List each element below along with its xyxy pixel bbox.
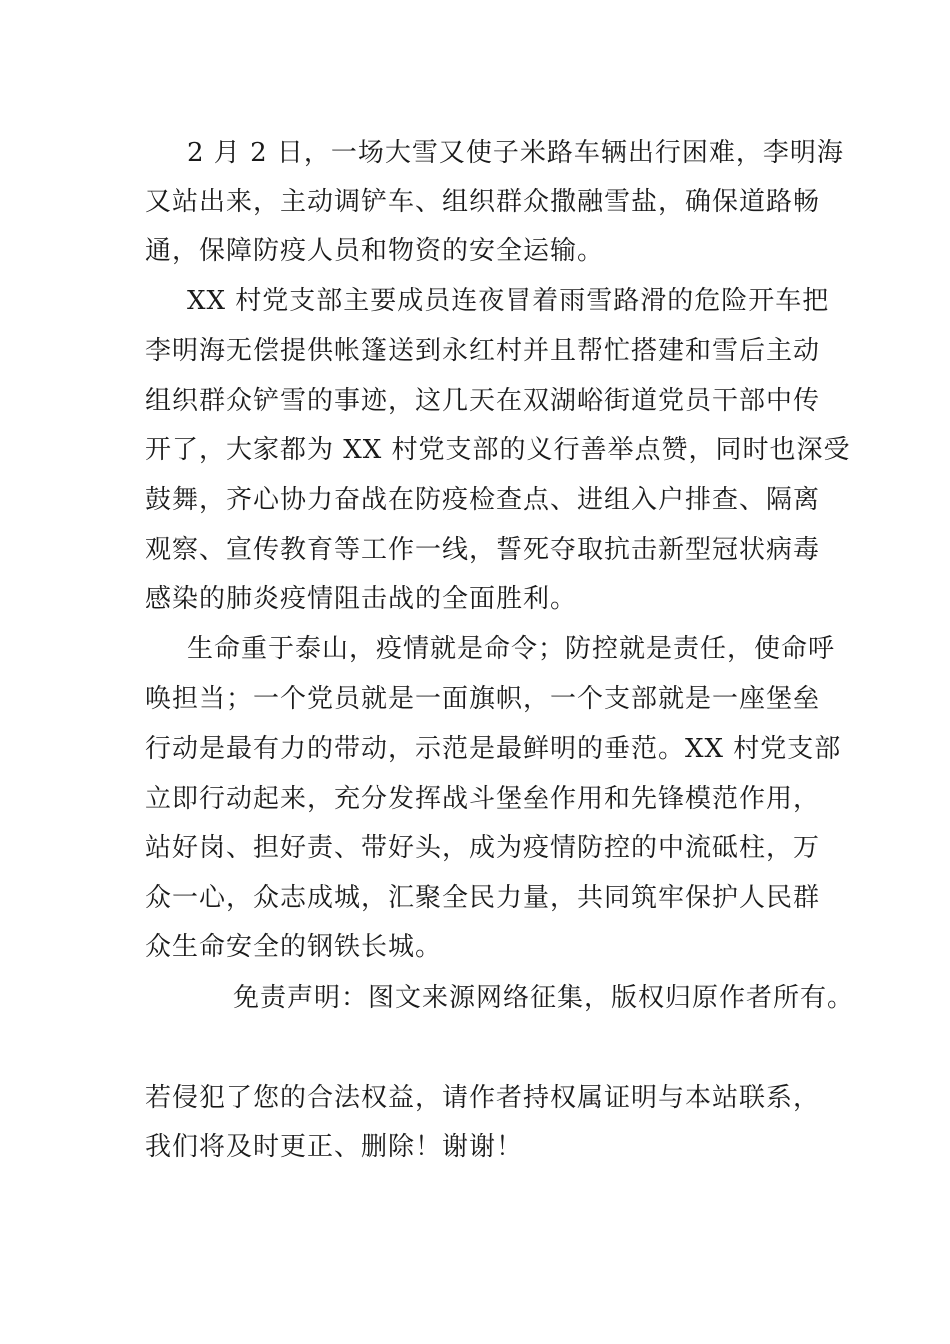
paragraph-3-line-5: 站好岗、担好责、带好头，成为疫情防控的中流砥柱，万 [145,833,821,863]
paragraph-2-line-2: 李明海无偿提供帐篷送到永红村并且帮忙搭建和雪后主动 [145,336,821,366]
paragraph-2-line-7: 感染的肺炎疫情阻击战的全面胜利。 [145,584,578,614]
paragraph-1-line-3: 通，保障防疫人员和物资的安全运输。 [145,236,605,266]
paragraph-3-line-1: 生命重于泰山，疫情就是命令；防控就是责任，使命呼 [187,634,836,664]
paragraph-2-line-1: XX 村党支部主要成员连夜冒着雨雪路滑的危险开车把 [187,286,830,316]
paragraph-3-line-6: 众一心，众志成城，汇聚全民力量，共同筑牢保护人民群 [145,883,821,913]
paragraph-3-line-7: 众生命安全的钢铁长城。 [145,932,443,962]
disclaimer-line-1: 免责声明：图文来源网络征集，版权归原作者所有。 [233,983,855,1013]
paragraph-2-line-6: 观察、宣传教育等工作一线，誓死夺取抗击新型冠状病毒 [145,535,821,565]
disclaimer-line-2: 若侵犯了您的合法权益，请作者持权属证明与本站联系， [145,1083,821,1113]
paragraph-2-line-5: 鼓舞，齐心协力奋战在防疫检查点、进组入户排查、隔离 [145,485,821,515]
paragraph-3-line-2: 唤担当；一个党员就是一面旗帜，一个支部就是一座堡垒 [145,684,821,714]
paragraph-2-line-3: 组织群众铲雪的事迹，这几天在双湖峪街道党员干部中传 [145,386,821,416]
paragraph-3-line-4: 立即行动起来，充分发挥战斗堡垒作用和先锋模范作用， [145,784,821,814]
disclaimer-line-3: 我们将及时更正、删除！谢谢！ [145,1132,524,1162]
paragraph-2-line-4: 开了，大家都为 XX 村党支部的义行善举点赞，同时也深受 [145,435,851,465]
paragraph-3-line-3: 行动是最有力的带动，示范是最鲜明的垂范。XX 村党支部 [145,734,842,764]
paragraph-1-line-2: 又站出来，主动调铲车、组织群众撒融雪盐，确保道路畅 [145,187,821,217]
paragraph-1-line-1: 2 月 2 日，一场大雪又使子米路车辆出行困难，李明海 [187,138,844,168]
